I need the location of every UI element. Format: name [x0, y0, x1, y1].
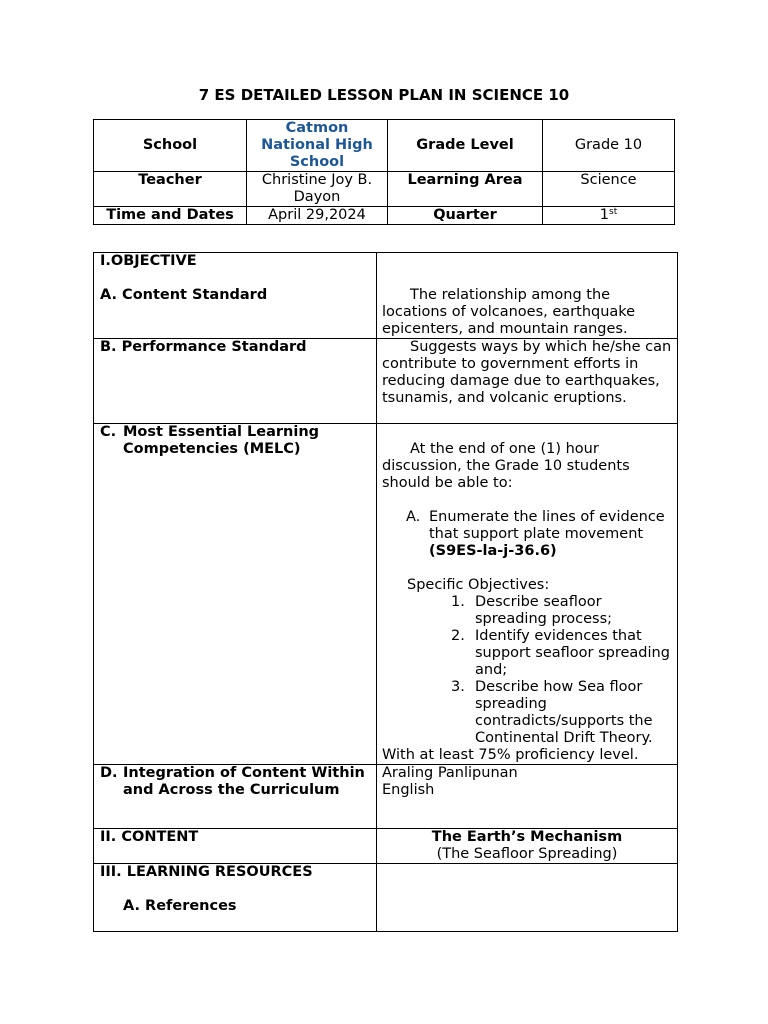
melc-item-letter: A.	[406, 509, 421, 525]
table-row	[94, 829, 678, 864]
content-title: The Earth’s Mechanism	[431, 829, 623, 845]
integration-label: Integration of Content Within and Across the Curriculum	[123, 765, 365, 798]
performance-standard-cell	[377, 339, 678, 424]
performance-standard-label: B. Performance Standard	[94, 339, 377, 424]
document-title: 7 ES DETAILED LESSON PLAN IN SCIENCE 10	[198, 86, 570, 104]
proficiency-text: With at least 75% proficiency level.	[382, 747, 639, 763]
objective-heading: I.OBJECTIVE	[100, 253, 197, 269]
school-label: School	[94, 120, 247, 172]
content-standard-label: A. Content Standard	[100, 287, 268, 303]
quarter-label: Quarter	[388, 207, 543, 225]
learning-area-label: Learning Area	[388, 172, 543, 207]
integration-subject-1: Araling Panlipunan	[382, 765, 518, 781]
content-subtitle: (The Seafloor Spreading)	[436, 846, 618, 862]
quarter-ordinal: st	[609, 207, 618, 217]
melc-letter: C.	[100, 424, 117, 440]
table-row	[94, 424, 678, 765]
grade-level-label: Grade Level	[388, 120, 543, 172]
table-row	[94, 207, 675, 225]
list-item: 3. Describe how Sea floor spreading contradicts/supports the Continental Drift Theory.	[451, 679, 653, 746]
table-row	[94, 253, 678, 339]
performance-standard-text: Suggests ways by which he/she can contribute to government efforts in reducing damage due to earthquakes, tsunamis, and volcanic eruptions.	[382, 339, 672, 406]
references-label: A. References	[123, 898, 237, 914]
list-item: 2. Identify evidences that support seafloor spreading and;	[451, 628, 670, 678]
learning-area-value: Science	[543, 172, 675, 207]
table-row	[94, 339, 678, 424]
school-value: Catmon National High School	[247, 120, 388, 172]
content-label: II. CONTENT	[94, 829, 377, 864]
table-row	[94, 120, 675, 172]
content-standard-text: The relationship among the locations of volcanoes, earthquake epicenters, and mountain ranges.	[382, 287, 636, 337]
melc-item	[382, 509, 672, 560]
quarter-number: 1	[599, 207, 609, 223]
melc-intro: At the end of one (1) hour discussion, the Grade 10 students should be able to:	[382, 441, 630, 491]
teacher-value: Christine Joy B. Dayon	[247, 172, 388, 207]
melc-item-text: Enumerate the lines of evidence that support plate movement	[429, 509, 665, 542]
melc-item-code: (S9ES-la-j-36.6)	[429, 543, 557, 559]
time-dates-label: Time and Dates	[94, 207, 247, 225]
integration-letter: D.	[100, 765, 118, 781]
objective-cell	[94, 253, 377, 339]
content-cell	[377, 829, 678, 864]
content-standard-cell	[377, 253, 678, 339]
melc-label: Most Essential Learning Competencies (MELC)	[123, 424, 320, 457]
specific-objectives-list	[382, 594, 672, 747]
school-info-table	[93, 119, 675, 225]
table-row	[94, 172, 675, 207]
table-row	[94, 765, 678, 829]
teacher-label: Teacher	[94, 172, 247, 207]
resources-value-cell	[377, 864, 678, 932]
integration-subject-2: English	[382, 782, 435, 798]
lesson-plan-table	[93, 252, 678, 932]
table-row	[94, 864, 678, 932]
list-item: 1. Describe seafloor spreading process;	[451, 594, 613, 627]
resources-cell	[94, 864, 377, 932]
integration-label-cell	[94, 765, 377, 829]
grade-level-value: Grade 10	[543, 120, 675, 172]
resources-label: III. LEARNING RESOURCES	[100, 864, 313, 880]
melc-label-cell	[94, 424, 377, 765]
melc-cell	[377, 424, 678, 765]
quarter-value	[543, 207, 675, 225]
specific-objectives-heading: Specific Objectives:	[407, 577, 550, 593]
integration-cell	[377, 765, 678, 829]
time-dates-value: April 29,2024	[247, 207, 388, 225]
